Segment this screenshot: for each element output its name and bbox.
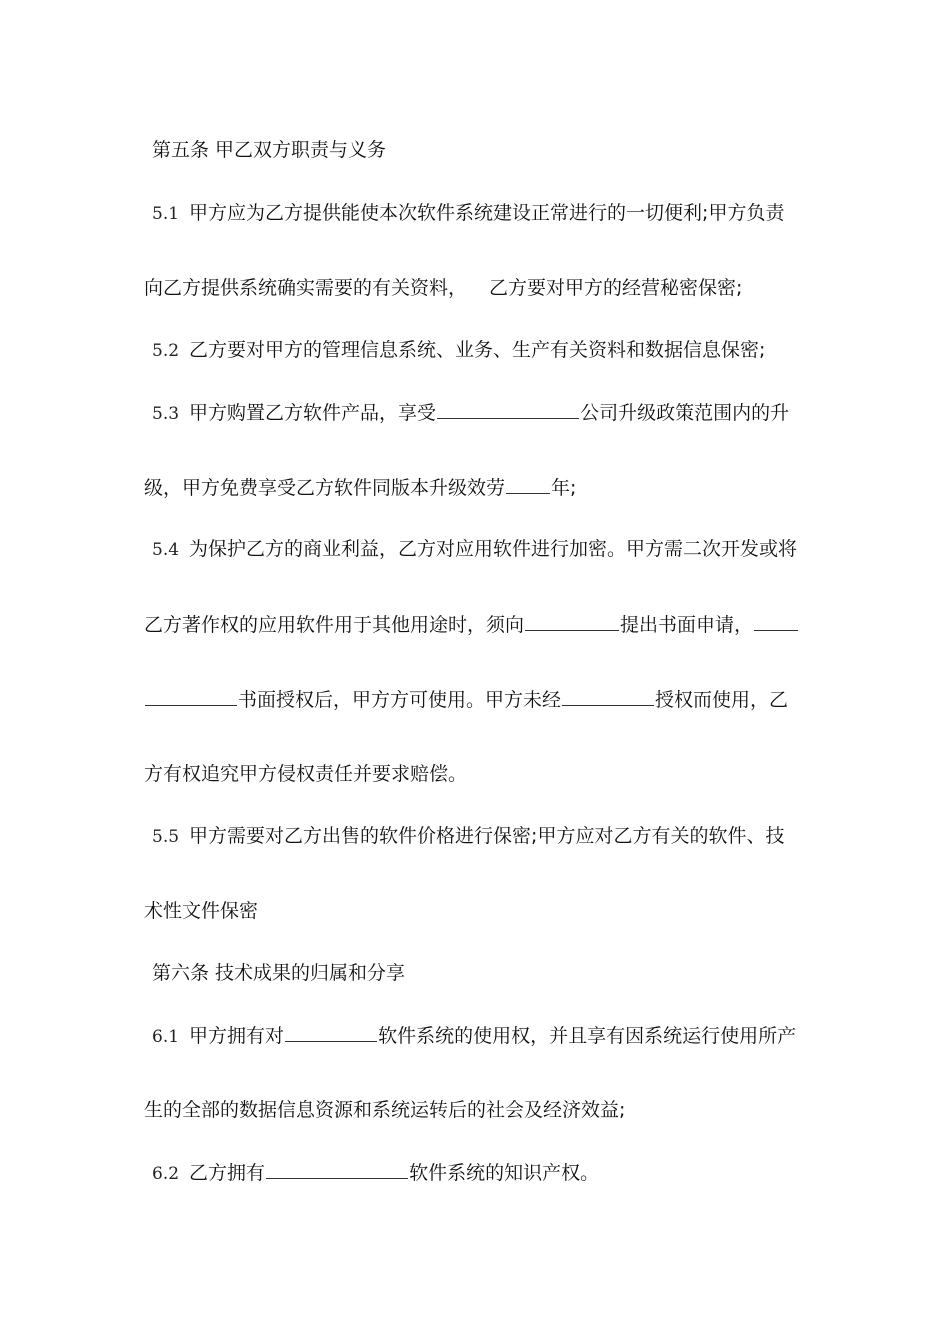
clause-text: 甲方购置乙方软件产品，享受: [189, 402, 437, 424]
fill-blank[interactable]: [266, 1160, 408, 1179]
fill-blank[interactable]: [754, 612, 798, 631]
clause-text: 乙方要对甲方的经营秘密保密;: [489, 277, 743, 299]
clause-number: 5.1: [152, 204, 180, 224]
clause-5-3-line-2: [144, 475, 814, 500]
clause-text: 术性文件保密: [144, 900, 259, 922]
fill-blank[interactable]: [437, 400, 579, 419]
fill-blank[interactable]: [562, 687, 654, 706]
clause-number: 5.4: [152, 540, 180, 560]
clause-text: 向乙方提供系统确实需要的有关资料，: [144, 277, 468, 299]
heading-text: 第六条 技术成果的归属和分享: [152, 962, 406, 984]
fill-blank[interactable]: [525, 612, 619, 631]
clause-6-2-line-1: [152, 1160, 822, 1186]
clause-text: 年;: [551, 477, 577, 499]
fill-blank[interactable]: [506, 475, 550, 494]
fill-blank[interactable]: [285, 1023, 377, 1042]
clause-5-4-line-1: [152, 537, 822, 562]
article-6-heading: [152, 961, 822, 985]
clause-text: 为保护乙方的商业利益，乙方对应用软件进行加密。甲方需二次开发或将: [189, 538, 798, 560]
clause-number: 6.1: [152, 1027, 180, 1047]
clause-5-4-line-3: [144, 687, 814, 712]
clause-number: 5.2: [152, 341, 180, 361]
clause-5-5-line-2: [144, 899, 814, 923]
clause-5-4-line-2: [144, 612, 814, 637]
clause-text: 软件系统的知识产权。: [409, 1162, 600, 1184]
clause-text: 方有权追究甲方侵权责任并要求赔偿。: [144, 763, 468, 785]
clause-text: 生的全部的数据信息资源和系统运转后的社会及经济效益;: [144, 1099, 626, 1121]
clause-text: 甲方需要对乙方出售的软件价格进行保密;甲方应对乙方有关的软件、技: [189, 825, 785, 847]
clause-text: 乙方拥有: [189, 1162, 266, 1184]
clause-text: 软件系统的使用权，并且享有因系统运行使用所产: [378, 1025, 797, 1047]
clause-text: 提出书面申请，: [620, 614, 754, 636]
clause-number: 5.5: [152, 827, 180, 847]
fill-blank[interactable]: [145, 687, 237, 706]
clause-text: 公司升级政策范围内的升: [580, 402, 790, 424]
clause-text: 甲方应为乙方提供能使本次软件系统建设正常进行的一切便利;甲方负责: [189, 202, 785, 224]
article-5-heading: [152, 138, 822, 162]
clause-5-1-line-2: [144, 276, 814, 300]
clause-text: 乙方要对甲方的管理信息系统、业务、生产有关资料和数据信息保密;: [189, 339, 766, 361]
clause-5-1-line-1: [152, 201, 822, 226]
clause-5-2-line-1: [152, 338, 822, 363]
heading-text: 第五条 甲乙双方职责与义务: [152, 139, 387, 161]
clause-text: 书面授权后，甲方方可使用。甲方未经: [238, 689, 562, 711]
clause-number: 6.2: [152, 1164, 180, 1184]
clause-5-4-line-4: [144, 762, 814, 786]
clause-text: 授权而使用，乙: [655, 689, 789, 711]
clause-text: 级，甲方免费享受乙方软件同版本升级效劳: [144, 477, 506, 499]
clause-6-1-line-1: [152, 1023, 822, 1049]
clause-text: 乙方著作权的应用软件用于其他用途时，须向: [144, 614, 525, 636]
clause-text: 甲方拥有对: [189, 1025, 285, 1047]
clause-5-3-line-1: [152, 400, 822, 426]
clause-5-5-line-1: [152, 824, 822, 849]
clause-6-1-line-2: [144, 1098, 814, 1122]
clause-number: 5.3: [152, 404, 180, 424]
